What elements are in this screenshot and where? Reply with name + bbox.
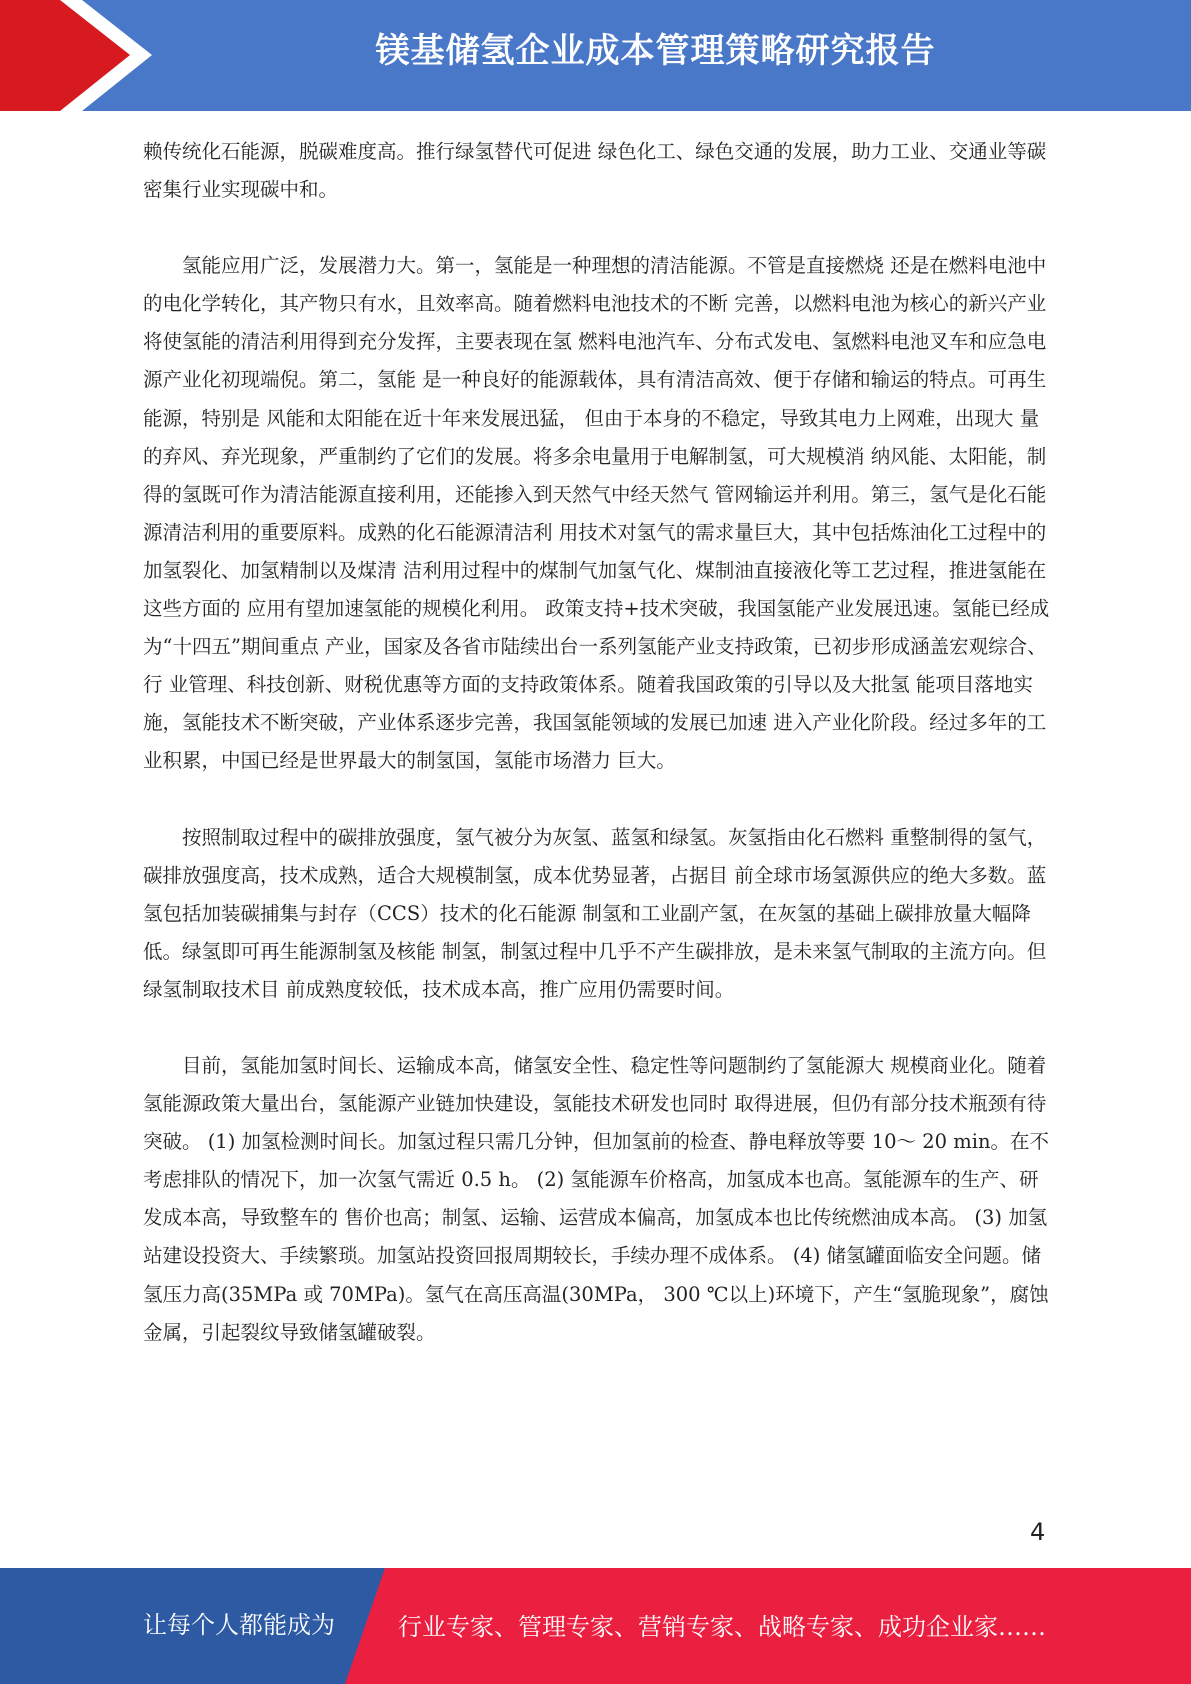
page-header [0,0,1191,111]
footer-slogan-right: 行业专家、管理专家、营销专家、战略专家、成功企业家…… [398,1613,1046,1641]
page-footer [0,1568,1191,1684]
document-body [143,133,1053,1390]
report-title: 镁基储氢企业成本管理策略研究报告 [375,31,936,71]
header-red-arrow [0,0,140,111]
paragraph-hydrogen-types: 按照制取过程中的碳排放强度，氢气被分为灰氢、蓝氢和绿氢。灰氢指由化石燃料 重整制得的氢气，碳排放强度高，技术成熟，适合大规模制氢，成本优势显著，占据目 前全球市场氢源供应的绝大多数。蓝氢包括加装碳捕集与封存（CCS）技术的化石能源 制氢和工业副产氢，在灰氢的基础上碳排放量大幅降低。绿氢即可再生能源制氢及核能 制氢，制氢过程中几乎不产生碳排放，是未来氢气制取的主流方向。但绿氢制取技术目 前成熟度较低，技术成本高，推广应用仍需要时间。 [143,825,1047,1001]
paragraph-continued: 赖传统化石能源，脱碳难度高。推行绿氢替代可促进 绿色化工、绿色交通的发展，助力工业、交通业等碳密集行业实现碳中和。 [143,140,1047,202]
paragraph-hydrogen-applications: 氢能应用广泛，发展潜力大。第一，氢能是一种理想的清洁能源。不管是直接燃烧 还是在燃料电池中的电化学转化，其产物只有水，且效率高。随着燃料电池技术的不断 完善，以燃料电池为核心的新兴产业将使氢能的清洁利用得到充分发挥，主要表现在氢 燃料电池汽车、分布式发电、氢燃料电池叉车和应急电源产业化初现端倪。第二，氢能 是一种良好的能源载体，具有清洁高效、便于存储和输运的特点。可再生能源，特别是 风能和太阳能在近十年来发展迅猛， 但由于本身的不稳定，导致其电力上网难，出现大 量的弃风、弃光现象，严重制约了它们的发展。将多余电量用于电解制氢，可大规模消 纳风能、太阳能，制得的氢既可作为清洁能源直接利用，还能掺入到天然气中经天然气 管网输运并利用。第三，氢气是化石能源清洁利用的重要原料。成熟的化石能源清洁利 用技术对氢气的需求量巨大，其中包括炼油化工过程中的加氢裂化、加氢精制以及煤清 洁利用过程中的煤制气加氢气化、煤制油直接液化等工艺过程，推进氢能在这些方面的 应用有望加速氢能的规模化利用。 政策支持+技术突破，我国氢能产业发展迅速。氢能已经成为“十四五”期间重点 产业，国家及各省市陆续出台一系列氢能产业支持政策，已初步形成涵盖宏观综合、行 业管理、科技创新、财税优惠等方面的支持政策体系。随着我国政策的引导以及大批氢 能项目落地实施，氢能技术不断突破，产业体系逐步完善，我国氢能领域的发展已加速 进入产业化阶段。经过多年的工业积累，中国已经是世界最大的制氢国，氢能市场潜力 巨大。 [143,254,1050,773]
footer-slogan-left: 让每个人都能成为 [143,1611,335,1639]
paragraph-challenges: 目前，氢能加氢时间长、运输成本高，储氢安全性、稳定性等问题制约了氢能源大 规模商业化。随着氢能源政策大量出台，氢能源产业链加快建设，氢能技术研发也同时 取得进展，但仍有部分技术瓶颈有待突破。 (1) 加氢检测时间长。加氢过程只需几分钟，但加氢前的检查、静电释放等要 10～ 20 min。在不考虑排队的情况下，加一次氢气需近 0.5 h。 (2) 氢能源车价格高，加氢成本也高。氢能源车的生产、研发成本高，导致整车的 售价也高；制氢、运输、运营成本偏高，加氢成本也比传统燃油成本高。 (3) 加氢站建设投资大、手续繁琐。加氢站投资回报周期较长，手续办理不成体系。 (4) 储氢罐面临安全问题。储氢压力高(35MPa 或 70MPa)。氢气在高压高温(30MPa， 300 ℃以上)环境下，产生“氢脆现象”，腐蚀金属，引起裂纹导致储氢罐破裂。 [143,1053,1050,1344]
page-number: 4 [1030,1518,1046,1546]
